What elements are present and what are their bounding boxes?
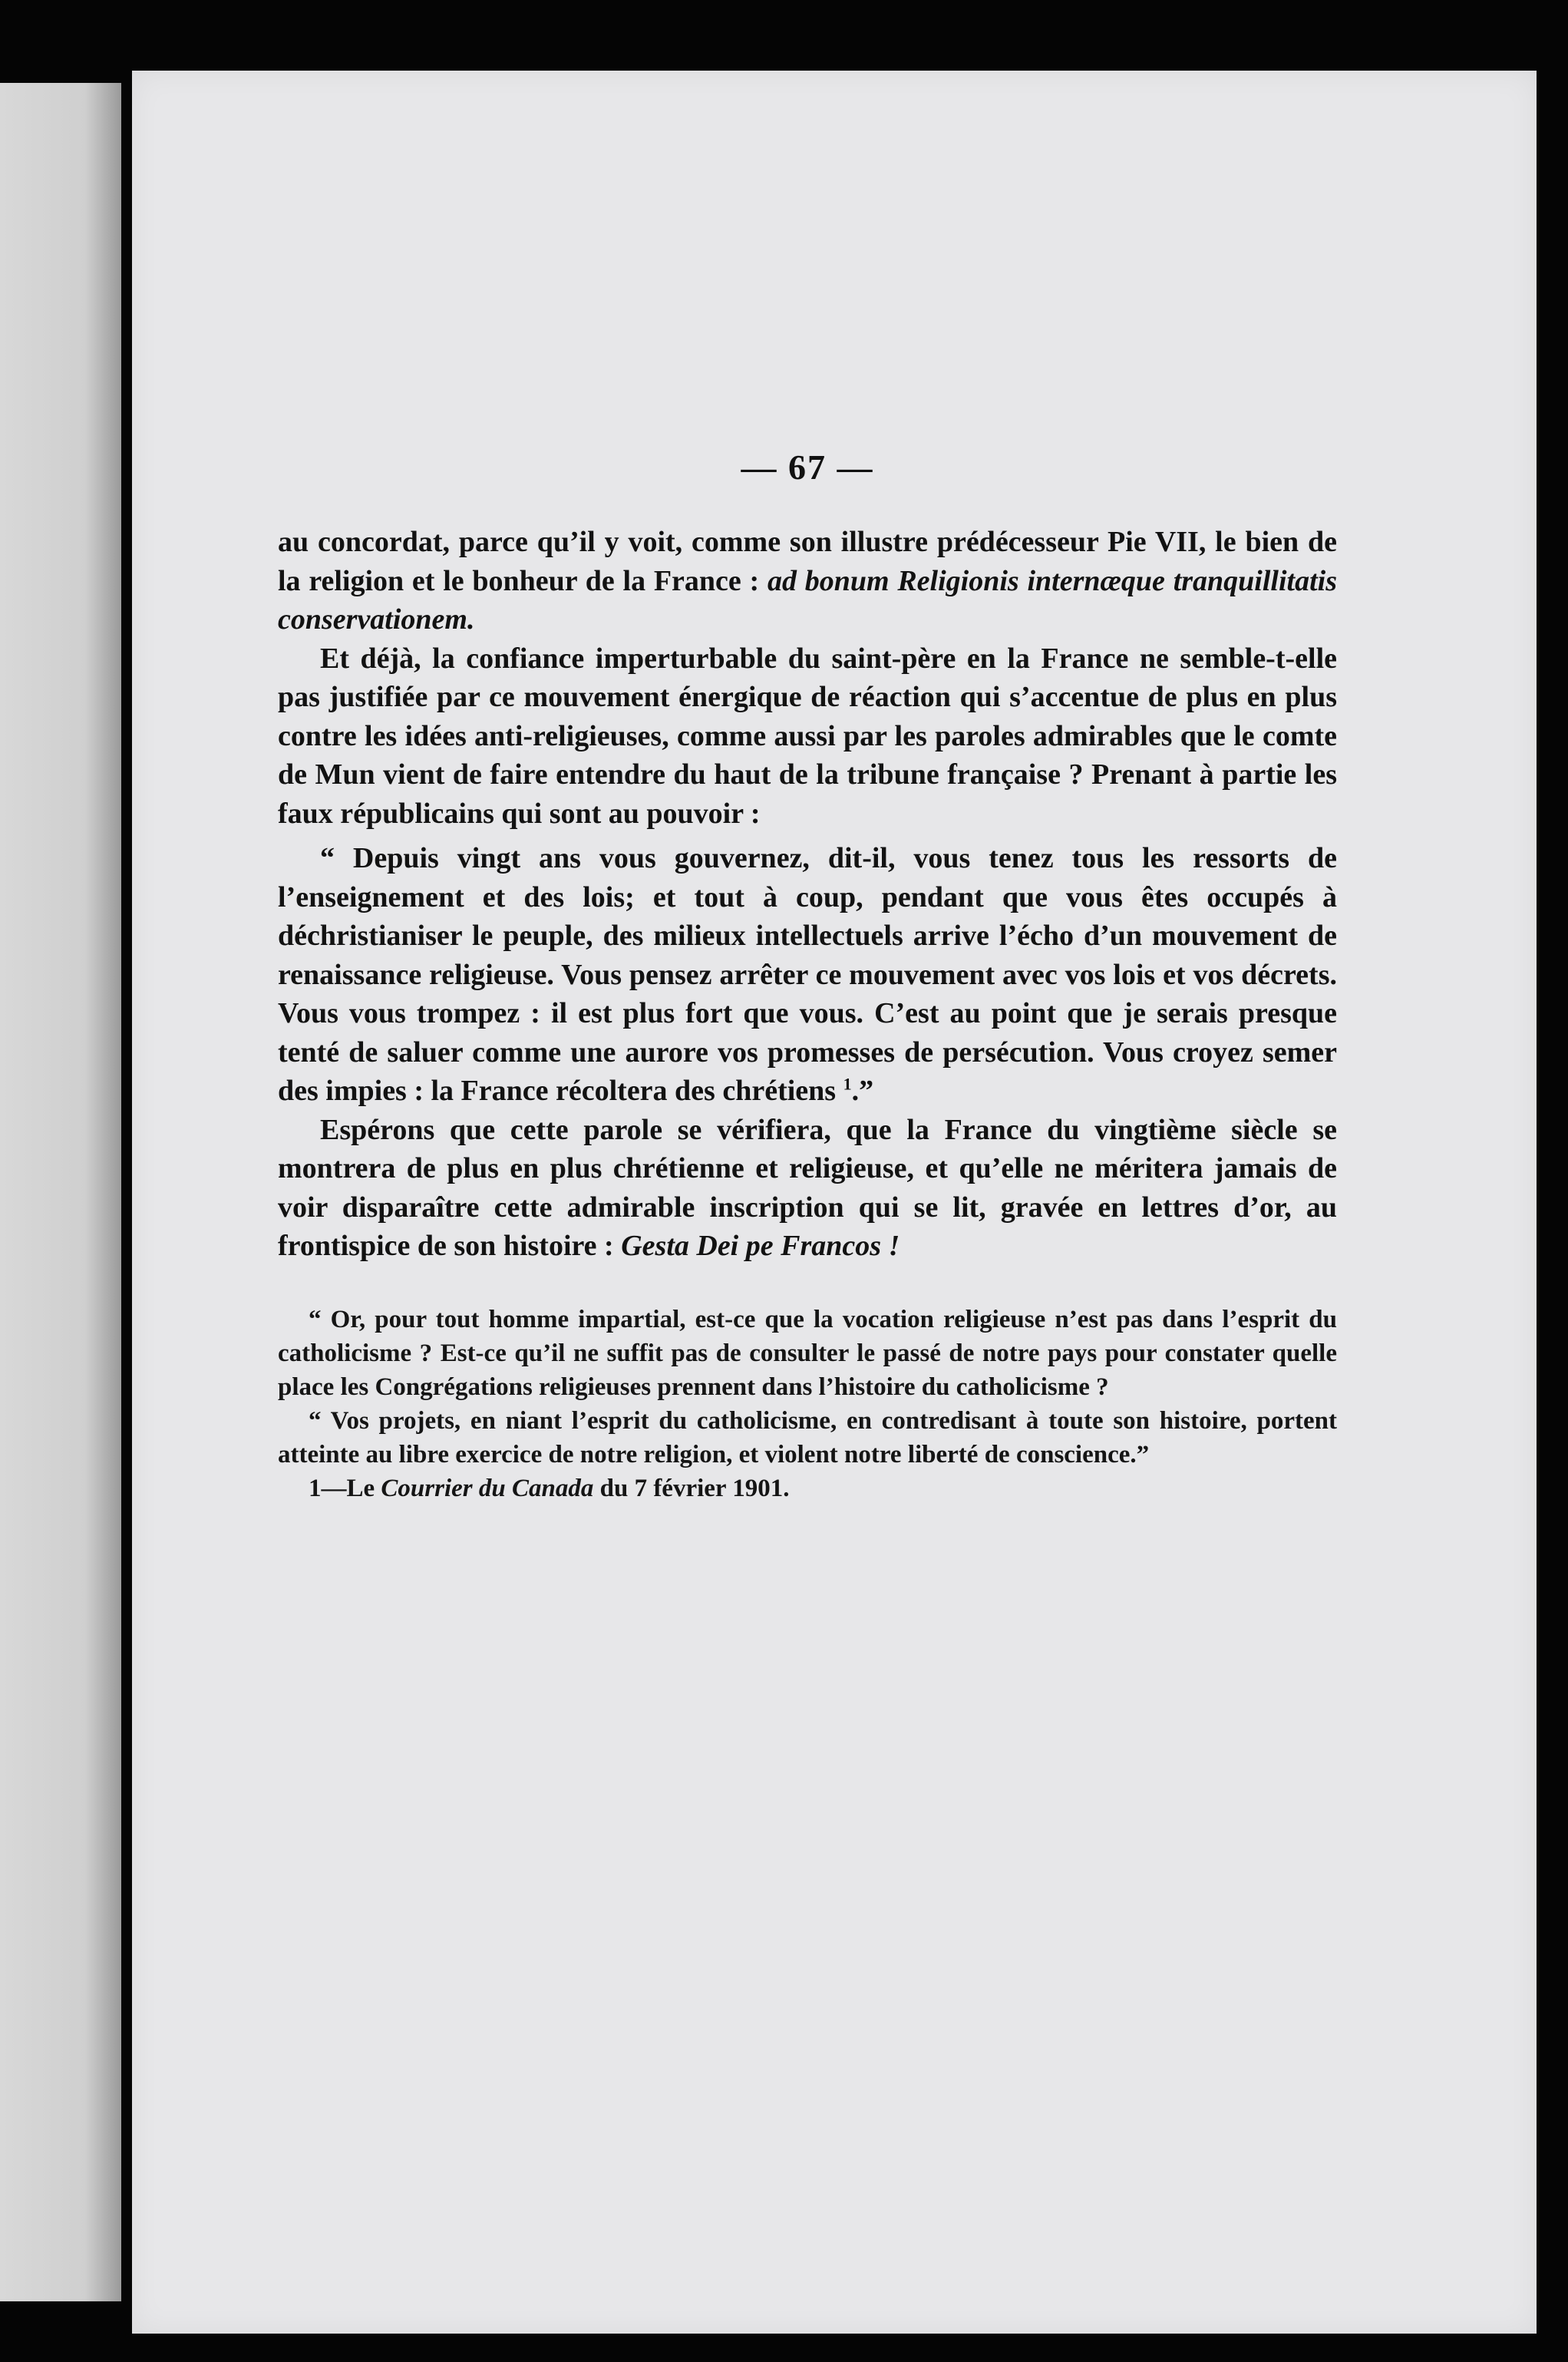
facing-page-edge xyxy=(0,83,121,2301)
footnote-quote-2: “ Vos projets, en niant l’esprit du catholicisme, en contredisant à toute son histoire, portent atteinte au libre exercice de notre religion, et violent notre liberté de conscience.” xyxy=(278,1406,1337,1468)
footnote-marker: 1 xyxy=(843,1074,852,1094)
paragraph-4-latin: Gesta Dei pe Francos ! xyxy=(621,1230,900,1262)
page-content xyxy=(278,378,1337,1505)
book-page xyxy=(132,71,1537,2334)
page-number: — 67 — xyxy=(741,448,874,487)
paragraph-2 xyxy=(278,639,1337,834)
paragraph-1-text: au concordat, parce qu’il y voit, comme son illustre prédécesseur Pie VII, le bien de la religion et le bonheur de la France : xyxy=(278,526,1337,597)
quote-close: .” xyxy=(851,1075,874,1107)
paragraph-3-text: “ Depuis vingt ans vous gouvernez, dit-il, vous tenez tous les ressorts de l’enseignement et des lois; et tout à coup, pendant que vous êtes occupés à déchristianiser le peuple, des milieux intellectuels arrive l’écho d’un mouvement de renaissance religieuse. Vous pensez arrêter ce mouvement avec vos lois et vos décrets. Vous vous trompez : il est plus fort que vous. C’est au point que je serais presque tenté de saluer comme une aurore vos promesses de persécution. Vous croyez semer des impies : la France récoltera des chrétiens xyxy=(278,842,1337,1107)
paragraph-1-latin: ad bonum Religionis internæque tranquillitatis conservationem. xyxy=(278,564,1337,636)
footnote-quote-1: “ Or, pour tout homme impartial, est-ce que la vocation religieuse n’est pas dans l’esprit du catholicisme ? Est-ce qu’il ne suffit pas de consulter le passé de notre pays pour constater quelle place les Congrégations religieuses prennent dans l’histoire du catholicisme ? xyxy=(278,1305,1337,1401)
paragraph-1 xyxy=(278,523,1337,639)
paragraph-4 xyxy=(278,1111,1337,1266)
footnote-reference xyxy=(278,1472,1337,1505)
paragraph-4-text: Espérons que cette parole se vérifiera, que la France du vingtième siècle se montrera de plus en plus chrétienne et religieuse, et qu’elle ne méritera jamais de voir disparaître cette admirable inscription qui se lit, gravée en lettres d’or, au frontispice de son histoire : xyxy=(278,1113,1337,1262)
paragraph-3-quote xyxy=(278,839,1337,1111)
footnote-ref-number: 1—Le xyxy=(309,1474,381,1502)
footnote-ref-title: Courrier du Canada xyxy=(381,1474,594,1502)
paragraph-2-text: Et déjà, la confiance imperturbable du saint-père en la France ne semble-t-elle pas justifiée par ce mouvement énergique de réaction qui s’accentue de plus en plus contre les idées anti-religieuses, comme aussi par les paroles admirables que le comte de Mun vient de faire entendre du haut de la tribune française ? Prenant à partie les faux républicains qui sont au pouvoir : xyxy=(278,642,1337,830)
footnotes xyxy=(278,1303,1337,1505)
footnote-ref-date: du 7 février 1901. xyxy=(593,1474,790,1502)
